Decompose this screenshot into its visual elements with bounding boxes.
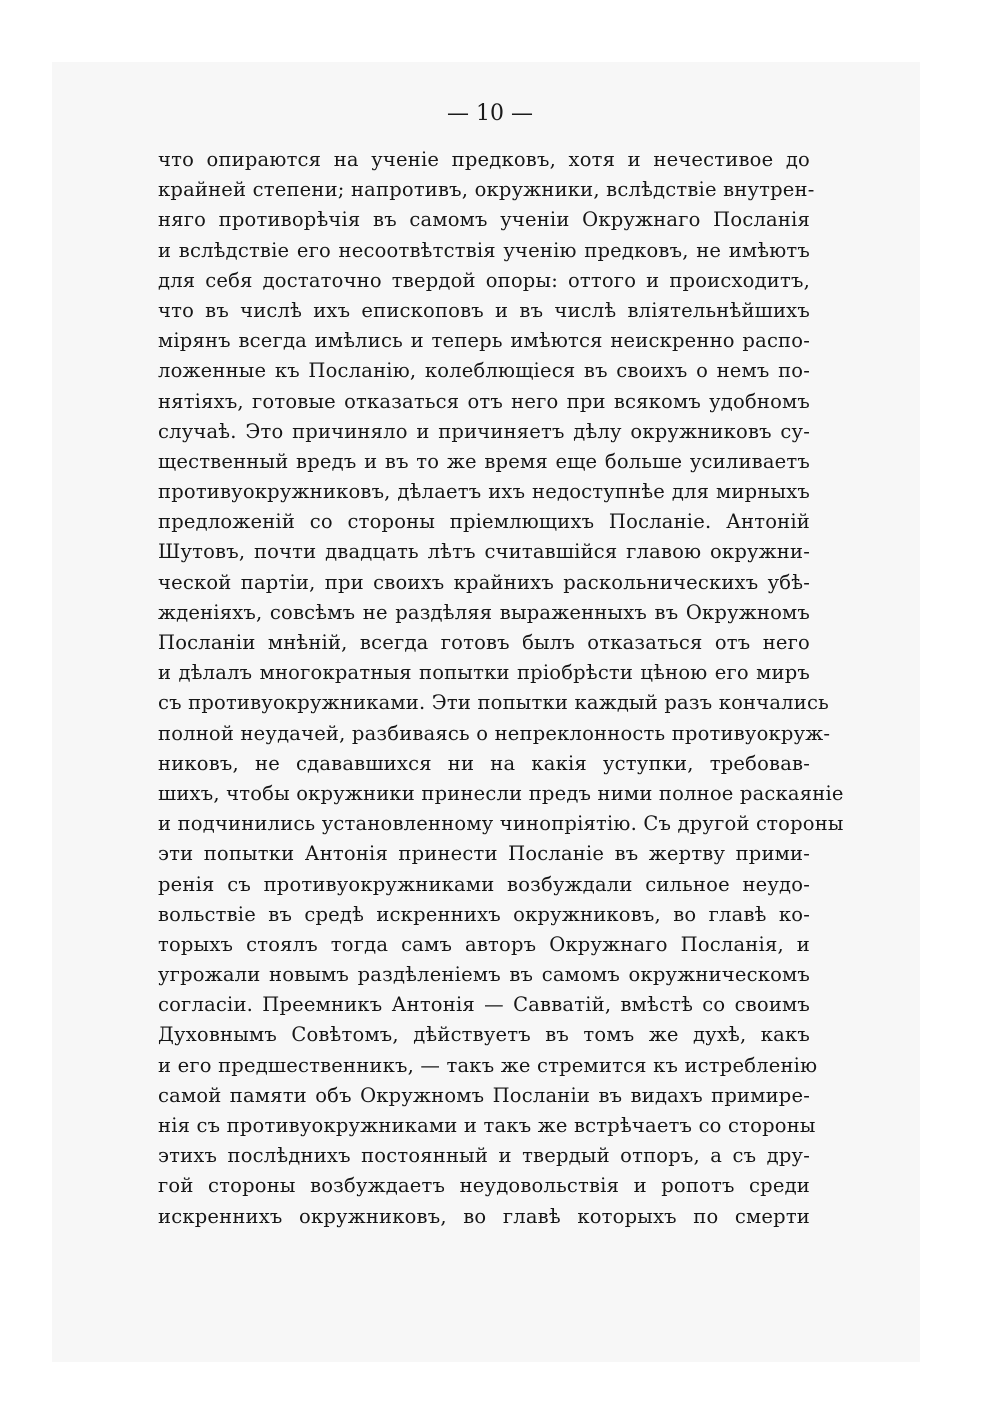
text-line: полной неудачей, разбиваясь о непреклонность противуокруж- bbox=[158, 721, 831, 745]
text-line: эти попытки Антонія принести Посланіе въ жертву прими- bbox=[158, 842, 810, 866]
text-line: ложенные къ Посланію, колеблющіеся въ своихъ о немъ по- bbox=[158, 359, 810, 383]
text-line: случаѣ. Это причиняло и причиняетъ дѣлу окружниковъ су- bbox=[158, 419, 810, 443]
text-line: что опираются на ученіе предковъ, хотя и нечестивое до bbox=[158, 148, 810, 171]
text-line: никовъ, не сдававшихся ни на какія уступки, требовав- bbox=[158, 751, 810, 775]
text-line: и дѣлалъ многократныя попытки пріобрѣсти цѣною его миръ bbox=[158, 661, 810, 685]
text-line: и его предшественникъ, — такъ же стремится къ истребленію bbox=[158, 1053, 818, 1077]
text-line: самой памяти объ Окружномъ Посланіи въ видахъ примире- bbox=[158, 1083, 810, 1107]
text-line: мірянъ всегда имѣлись и теперь имѣются неискренно распо- bbox=[158, 329, 810, 353]
text-line: ренія съ противуокружниками возбуждали сильное неудо- bbox=[158, 872, 810, 896]
text-line: торыхъ стоялъ тогда самъ авторъ Окружнаго Посланія, и bbox=[158, 932, 810, 956]
text-line: няго противорѣчія въ самомъ ученіи Окружнаго Посланія bbox=[158, 208, 810, 232]
text-line: Посланіи мнѣній, всегда готовъ былъ отказаться отъ него bbox=[158, 631, 810, 654]
text-line: и подчинились установленному чинопріятію. Съ другой стороны bbox=[158, 812, 844, 836]
text-line: этихъ послѣднихъ постоянный и твердый отпоръ, а съ дру- bbox=[158, 1144, 810, 1168]
text-line: противуокружниковъ, дѣлаетъ ихъ недоступнѣе для мирныхъ bbox=[158, 480, 810, 504]
text-line: угрожали новымъ раздѣленіемъ въ самомъ окружническомъ bbox=[158, 963, 810, 987]
text-line: искреннихъ окружниковъ, во главѣ которыхъ по смерти bbox=[158, 1204, 810, 1228]
text-line: для себя достаточно твердой опоры: оттого и происходитъ, bbox=[158, 268, 810, 292]
page-number: — 10 — bbox=[447, 101, 533, 126]
text-line: шихъ, чтобы окружники принесли предъ ними полное раскаяніе bbox=[158, 781, 844, 805]
text-line: нятіяхъ, готовые отказаться отъ него при всякомъ удобномъ bbox=[158, 389, 810, 413]
text-line: гой стороны возбуждаетъ неудовольствія и ропотъ среди bbox=[158, 1174, 810, 1198]
text-line: крайней степени; напротивъ, окружники, вслѣдствіе внутрен- bbox=[158, 178, 815, 202]
text-line: съ противуокружниками. Эти попытки каждый разъ кончались bbox=[158, 691, 829, 715]
text-line: щественный вредъ и въ то же время еще больше усиливаетъ bbox=[158, 449, 810, 473]
text-line: предложеній со стороны пріемлющихъ Посланіе. Антоній bbox=[158, 510, 810, 534]
text-line: вольствіе въ средѣ искреннихъ окружниковъ, во главѣ ко- bbox=[158, 902, 810, 926]
text-line: жденіяхъ, совсѣмъ не раздѣляя выраженныхъ въ Окружномъ bbox=[158, 600, 810, 624]
text-line: нія съ противуокружниками и такъ же встрѣчаетъ со стороны bbox=[158, 1114, 816, 1137]
body-text bbox=[158, 145, 844, 1232]
text-line: что въ числѣ ихъ епископовъ и въ числѣ вліятельнѣйшихъ bbox=[158, 298, 810, 322]
text-line: ческой партіи, при своихъ крайнихъ раскольническихъ убѣ- bbox=[158, 570, 810, 594]
text-line: Духовнымъ Совѣтомъ, дѣйствуетъ въ томъ же духѣ, какъ bbox=[158, 1023, 810, 1047]
text-line: согласіи. Преемникъ Антонія — Савватій, вмѣстѣ со своимъ bbox=[158, 993, 810, 1017]
text-line: и вслѣдствіе его несоотвѣтствія ученію предковъ, не имѣютъ bbox=[158, 238, 810, 262]
text-line: Шутовъ, почти двадцать лѣтъ считавшійся главою окружни- bbox=[158, 540, 810, 564]
